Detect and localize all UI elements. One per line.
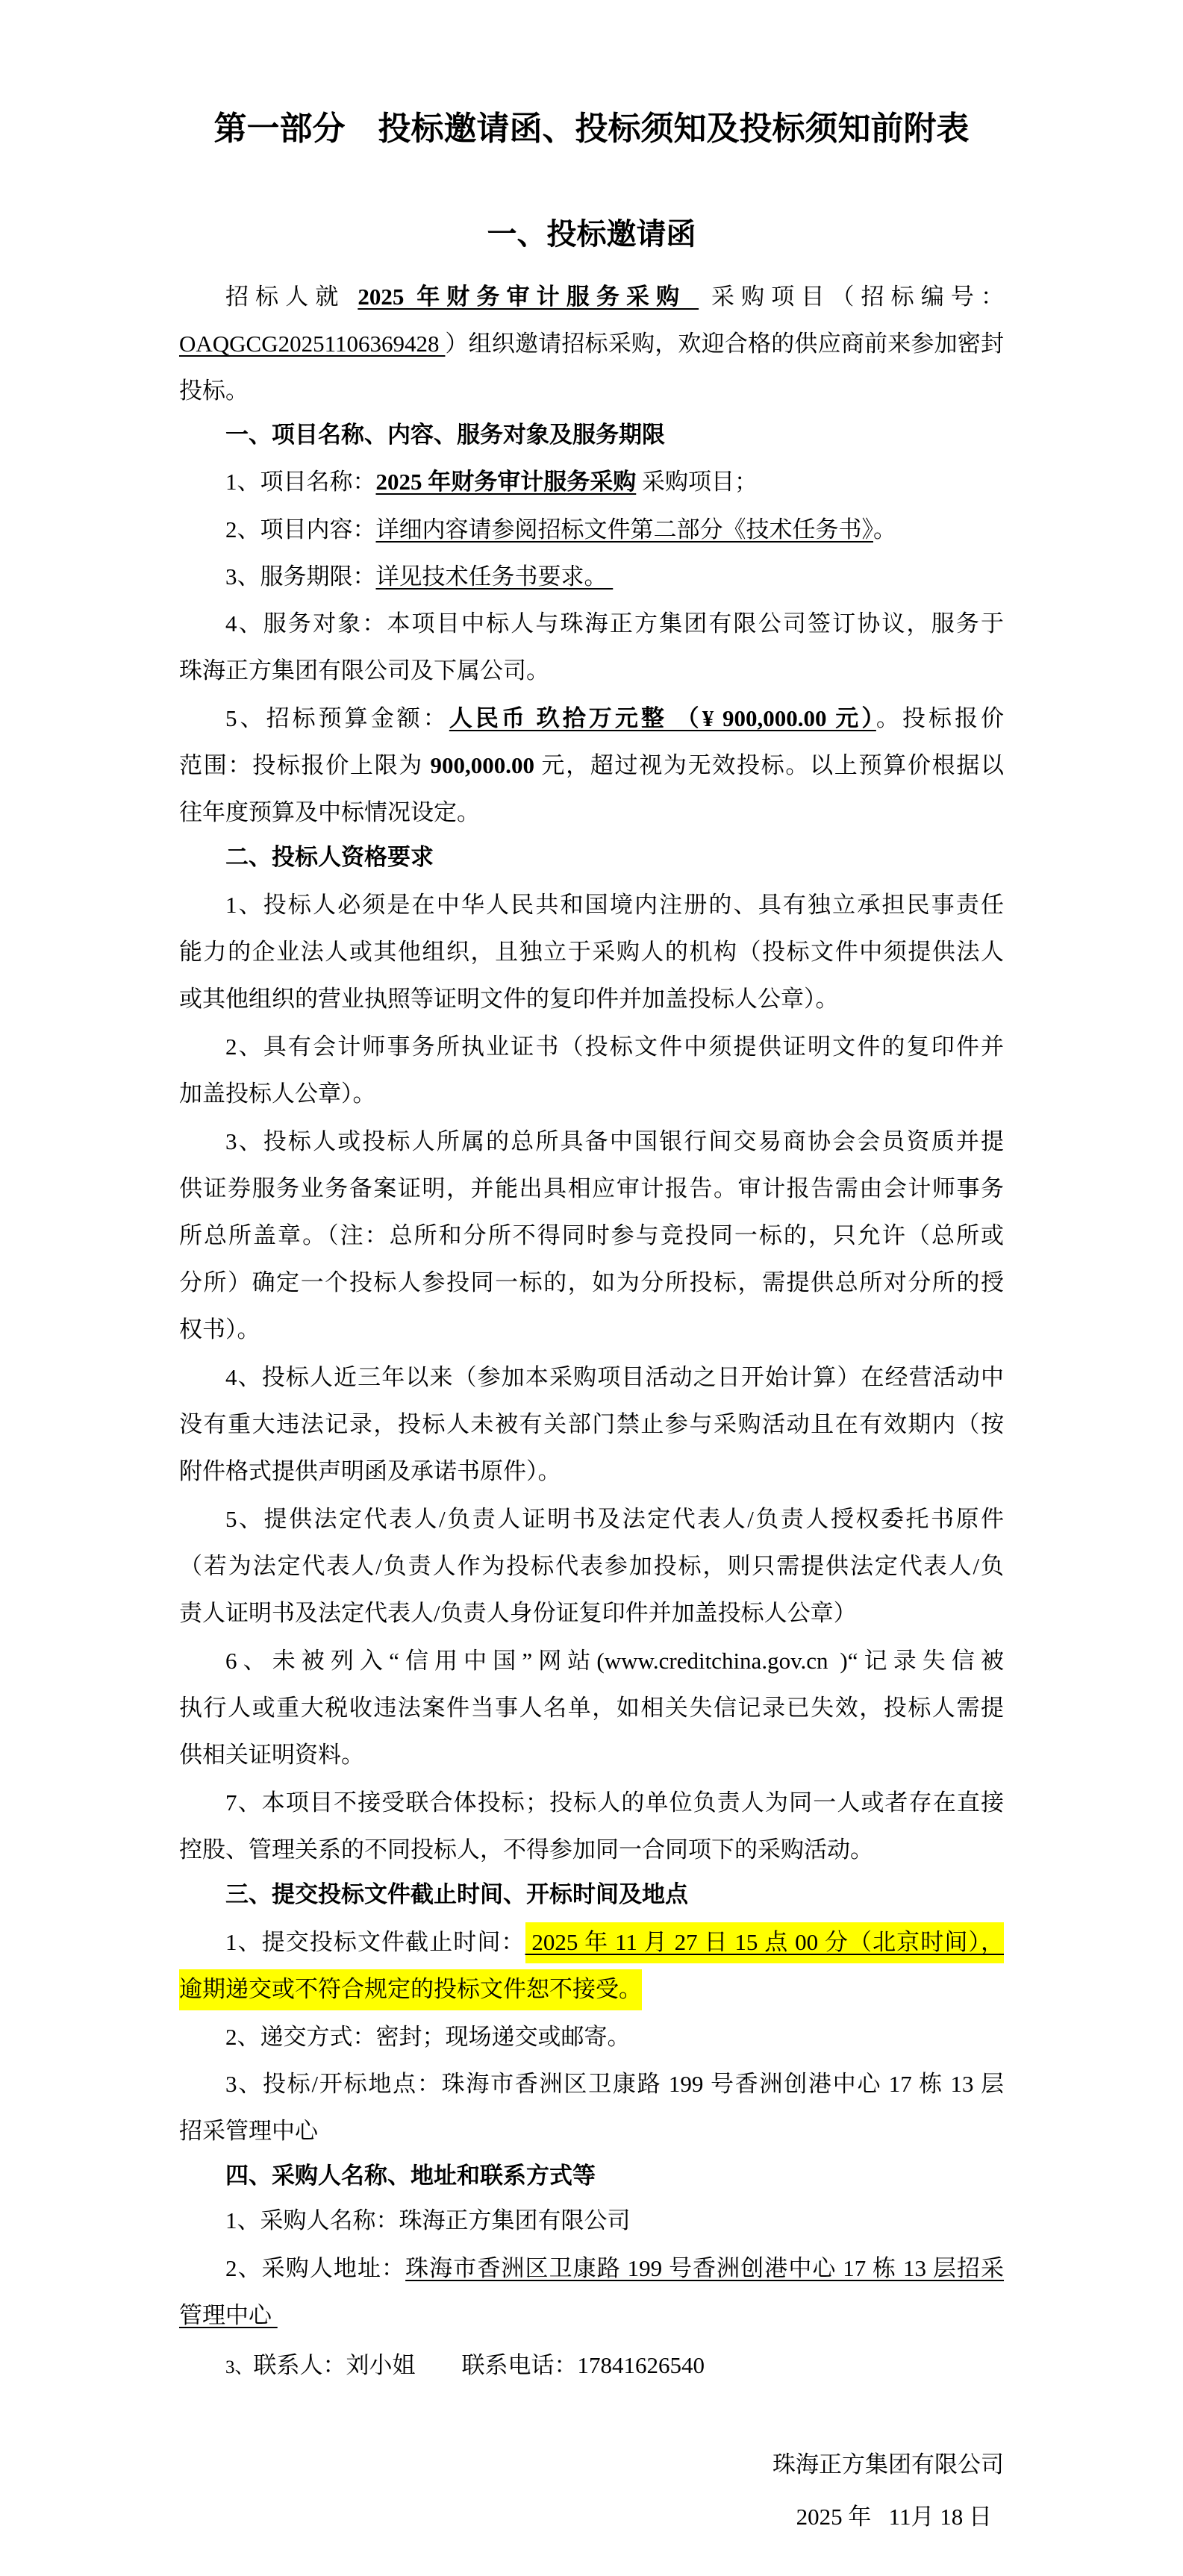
text-run: 供相关证明资料。: [179, 1742, 364, 1768]
text-run: 珠海正方集团有限公司: [772, 2451, 1004, 2477]
text-run: 投标。: [179, 378, 249, 404]
text-run: 能力的企业法人或其他组织，且独立于采购人的机构（投标文件中须提供法人: [179, 939, 1004, 965]
text-run: 分所）确定一个投标人参投同一标的，如为分所投标，需提供总所对分所的授: [179, 1269, 1004, 1295]
text-run: 采购项目（招标编号：: [699, 284, 1005, 310]
text-run: 珠海正方集团有限公司及下属公司。: [179, 657, 549, 684]
item-service-term: [179, 553, 1004, 600]
item-budget-line3: [179, 789, 1004, 836]
qual-item4-line2: [179, 1401, 1004, 1448]
text-run: 3、投标/开标地点：珠海市香洲区卫康路 199 号香洲创港中心 17 栋 13 层: [225, 2071, 1004, 2097]
invitation-letter-heading: 一、投标邀请函: [487, 217, 696, 251]
purchaser-name: [179, 2197, 1004, 2244]
text-run: 供证券服务业务备案证明，并能出具相应审计报告。审计报告需由会计师事务: [179, 1175, 1004, 1201]
text-run: 。投标报价: [875, 705, 1005, 731]
deadline-highlight: 2025 年 11 月 27 日 15 点 00 分（北京时间），: [525, 1922, 1004, 1963]
text-run: 招标人就: [225, 284, 358, 310]
text-run: 2025 年 11月 18 日: [796, 2504, 992, 2530]
text-run: 6、未被列入“信用中国”网站(www.creditchina.gov.cn )“记录失信被: [225, 1648, 1004, 1674]
service-term-reference: 详见技术任务书要求。: [375, 563, 614, 590]
text-run: 2、递交方式：密封；现场递交或邮寄。: [225, 2024, 631, 2050]
qual-item2-line1: [179, 1023, 1004, 1070]
text-run: 所总所盖章。（注：总所和分所不得同时参与竞投同一标的，只允许（总所或: [179, 1222, 1004, 1248]
text-run: 执行人或重大税收违法案件当事人名单，如相关失信记录已失效，投标人需提: [179, 1695, 1004, 1721]
text-run: 2、项目内容：: [225, 516, 376, 543]
item-budget-line2: [179, 742, 1004, 789]
section2-heading: [179, 834, 1004, 881]
text-run: 3、投标人或投标人所属的总所具备中国银行间交易商协会会员资质并提: [225, 1128, 1004, 1154]
item-budget-line1: [179, 695, 1004, 742]
text-run: 元，超过视为无效投标。以上预算价根据以: [534, 752, 1005, 778]
contact-line: [179, 2342, 1004, 2391]
section1-heading: [179, 411, 1004, 458]
text-run: 没有重大违法记录，投标人未被有关部门禁止参与采购活动且在有效期内（按: [179, 1411, 1004, 1437]
opening-location-line2: [179, 2107, 1004, 2154]
purchaser-address-line2: [179, 2292, 1004, 2339]
qual-item7-line1: [179, 1779, 1004, 1826]
text-run: 采购项目；: [636, 469, 758, 495]
qual-item5-line3: [179, 1589, 1004, 1636]
text-run: 5、招标预算金额：: [225, 705, 449, 731]
text-run: 控股、管理关系的不同投标人，不得参加同一合同项下的采购活动。: [179, 1836, 873, 1863]
item-service-target-line1: [179, 600, 1004, 647]
purchaser-address: 管理中心: [179, 2302, 278, 2328]
qual-item1-line3: [179, 975, 1004, 1022]
text-run: 范围：投标报价上限为: [179, 752, 431, 778]
item-service-target-line2: [179, 647, 1004, 694]
qual-item3-line4: [179, 1259, 1004, 1306]
text-run: 往年度预算及中标情况设定。: [179, 799, 480, 825]
qual-item5-line2: [179, 1542, 1004, 1589]
para-intro-line1: [179, 273, 1004, 320]
text-run: 4、投标人近三年以来（参加本采购项目活动之日开始计算）在经营活动中: [225, 1364, 1004, 1390]
qual-item3-line2: [179, 1165, 1004, 1212]
text-run: 2、采购人地址：: [225, 2255, 406, 2281]
qual-item4-line3: [179, 1448, 1004, 1495]
qual-item4-line1: [179, 1354, 1004, 1401]
item-project-content: [179, 506, 1004, 553]
deadline-line2: [179, 1966, 1004, 2013]
text-run: 责人证明书及法定代表人/负责人身份证复印件并加盖投标人公章）: [179, 1600, 857, 1626]
text-run: 权书）。: [179, 1316, 260, 1342]
text-run: 2、具有会计师事务所执业证书（投标文件中须提供证明文件的复印件并: [225, 1034, 1004, 1060]
purchaser-address-line1: [179, 2245, 1004, 2292]
contact-info: 联系人：刘小姐 联系电话：17841626540: [253, 2352, 705, 2378]
late-submission-warning: 逾期递交或不符合规定的投标文件恕不接受。: [179, 1969, 642, 2010]
purchaser-address: 珠海市香洲区卫康路 199 号香洲创港中心 17 栋 13 层招采: [405, 2255, 1005, 2281]
text-run: 招采管理中心: [179, 2118, 318, 2144]
signature-date: [179, 2493, 1004, 2540]
text-run: 5、提供法定代表人/负责人证明书及法定代表人/负责人授权委托书原件: [225, 1506, 1004, 1532]
opening-location-line1: [179, 2060, 1004, 2107]
submission-method: [179, 2013, 1004, 2060]
tender-number: OAQGCG20251106369428: [179, 331, 446, 357]
text-run: 或其他组织的营业执照等证明文件的复印件并加盖投标人公章）。: [179, 986, 839, 1012]
heading-run: 一、项目名称、内容、服务对象及服务期限: [225, 422, 665, 448]
heading-run: 二、投标人资格要求: [225, 844, 434, 870]
page-title: 第一部分 投标邀请函、投标须知及投标须知前附表: [213, 110, 970, 147]
qual-item6-line2: [179, 1684, 1004, 1731]
text-run: 3、服务期限：: [225, 563, 376, 590]
section4-heading: [179, 2152, 1004, 2199]
qual-item3-line3: [179, 1212, 1004, 1259]
text-run: 1、投标人必须是在中华人民共和国境内注册的、具有独立承担民事责任: [225, 892, 1004, 918]
text-run: （若为法定代表人/负责人作为投标代表参加投标，则只需提供法定代表人/负: [179, 1553, 1004, 1579]
qual-item6-line1: [179, 1637, 1004, 1684]
qual-item3-line5: [179, 1306, 1004, 1353]
para-intro-line2: [179, 320, 1004, 367]
heading-run: 四、采购人名称、地址和联系方式等: [225, 2163, 596, 2189]
project-name-emphasis: 2025 年财务审计服务采购: [358, 284, 699, 310]
text-run: 1、项目名称：: [225, 469, 376, 495]
content-reference: 详细内容请参阅招标文件第二部分《技术任务书》: [375, 516, 873, 543]
text-run: 1、提交投标文件截止时间：: [225, 1929, 525, 1955]
text-run: 附件格式提供声明函及承诺书原件）。: [179, 1458, 561, 1484]
qual-item5-line1: [179, 1495, 1004, 1542]
text-run: 4、服务对象：本项目中标人与珠海正方集团有限公司签订协议，服务于: [225, 610, 1004, 637]
deadline-line1: [179, 1919, 1004, 1966]
price-cap-amount: 900,000.00: [430, 752, 534, 778]
heading-run: 三、提交投标文件截止时间、开标时间及地点: [225, 1881, 688, 1907]
text-run: 1、采购人名称：珠海正方集团有限公司: [225, 2207, 631, 2233]
qual-item3-line1: [179, 1118, 1004, 1165]
qual-item6-line3: [179, 1731, 1004, 1778]
text-run: 7、本项目不接受联合体投标；投标人的单位负责人为同一人或者存在直接: [225, 1789, 1004, 1816]
qual-item1-line2: [179, 928, 1004, 975]
text-run: 加盖投标人公章）。: [179, 1081, 376, 1107]
qual-item7-line2: [179, 1826, 1004, 1873]
text-run: ）组织邀请招标采购，欢迎合格的供应商前来参加密封: [445, 331, 1005, 357]
contact-item-number: 3、: [225, 2357, 254, 2378]
para-intro-line3: [179, 367, 1004, 414]
signature-company: [179, 2441, 1004, 2488]
item-project-name: [179, 458, 1004, 505]
budget-amount: 人民币 玖拾万元整 （¥ 900,000.00 元）: [449, 705, 876, 731]
text-run: 。: [873, 516, 896, 543]
qual-item2-line2: [179, 1070, 1004, 1117]
project-name-emphasis: 2025 年财务审计服务采购: [375, 469, 637, 495]
section3-heading: [179, 1871, 1004, 1918]
qual-item1-line1: [179, 881, 1004, 928]
